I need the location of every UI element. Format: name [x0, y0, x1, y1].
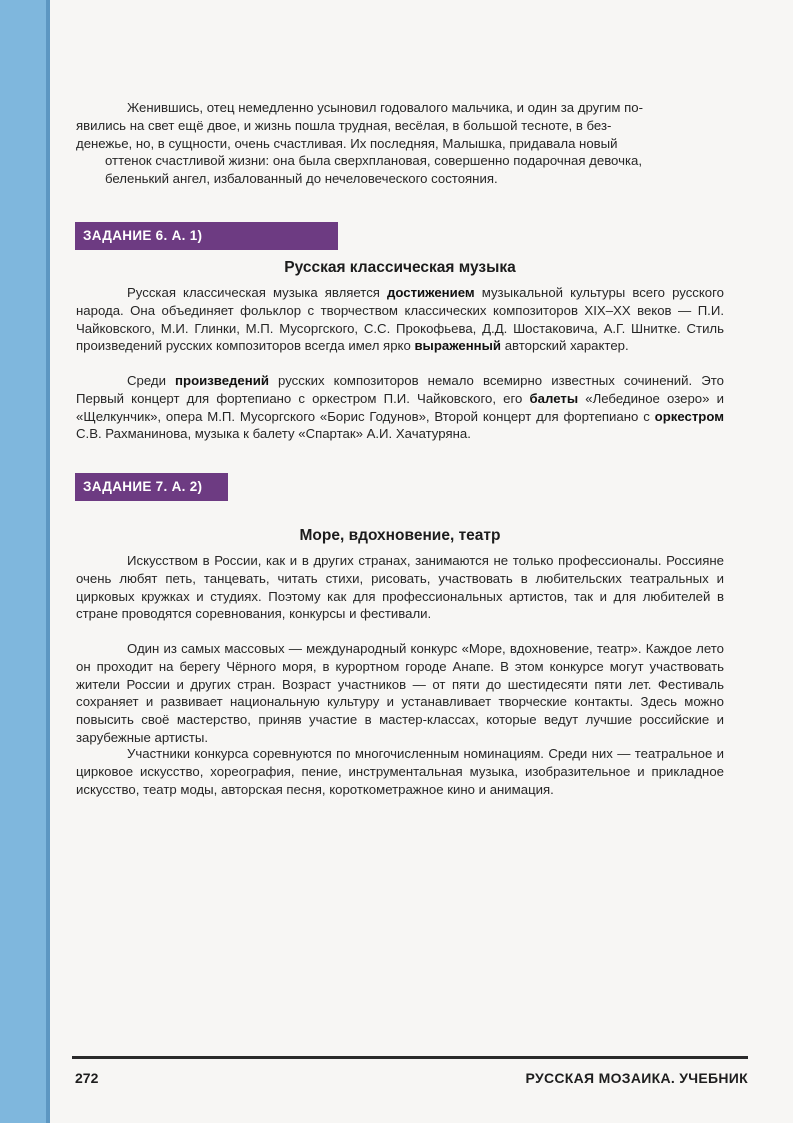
- footer-rule: [72, 1056, 748, 1059]
- task-6-label: ЗАДАНИЕ 6. А. 1): [83, 228, 203, 243]
- bold-word: произведений: [175, 373, 269, 388]
- side-color-strip: [0, 0, 50, 1123]
- bold-word: балеты: [529, 390, 579, 406]
- task-7-paragraph-1: Искусством в России, как и в других странах, занимаются не только профессионалы. Россияне очень любят петь, танцевать, читать стихи, рисовать, участвовать в любительских театральных и цирковых кружках и студиях. Поэтому как для профессиональных артистов, так и для любителей в стране проводятся соревнования, конкурсы и фестивали.: [76, 553, 724, 622]
- task-7-title: Море, вдохновение, театр: [299, 527, 501, 544]
- task-6-banner: [75, 222, 338, 250]
- task-7-paragraph-3: Участники конкурса соревнуются по многочисленным номинациям. Среди них — театральное и цирковое искусство, хореография, пение, инструментальная музыка, изобразительное и прикладное искусство, театр моды, авторская песня, короткометражное кино и анимация.: [76, 746, 724, 797]
- intro-line: оттенок счастливой жизни: она была сверхплановая, совершенно подарочная девочка,: [105, 153, 643, 169]
- task-7-banner: [75, 473, 228, 501]
- intro-paragraph: [76, 99, 724, 188]
- intro-line: денежье, но, в сущности, очень счастливая. Их последняя, Малышка, придавала новый: [76, 135, 618, 151]
- bold-word: выраженный: [414, 338, 502, 354]
- task-6-paragraph-2: Среди произведений русских композиторов немало всемирно известных сочинений. Это Первый концерт для фортепиано с оркестром П.И. Чайковского, его балеты «Лебединое озеро» и «Щелкунчик», опера М.П. Мусоргского «Борис Годунов», Второй концерт для фортепиано с оркестром С.В. Рахманинова, музыка к балету «Спартак» А.И. Хачатуряна.: [76, 373, 724, 442]
- task-7-label: ЗАДАНИЕ 7. А. 2): [83, 479, 203, 494]
- bold-word: оркестром: [654, 408, 724, 424]
- task-7-paragraph-2: Один из самых массовых — международный конкурс «Море, вдохновение, театр». Каждое лето он проходит на берегу Чёрного моря, в курортном городе Анапе. В этом конкурсе могут участвовать жители России и других стран. Возраст участников — от пяти до шестидесяти пяти лет. Фестиваль сохраняет и развивает национальную культуру и устанавливает творческие контакты. Здесь можно повысить своё мастерство, приняв участие в мастер-классах, которые ведут лучшие российские и зарубежные артисты.: [76, 641, 724, 745]
- page-number: 272: [75, 1070, 99, 1086]
- intro-line: Женившись, отец немедленно усыновил годовалого мальчика, и один за другим по-: [127, 100, 644, 115]
- task-6-paragraph-1: Русская классическая музыка является достижением музыкальной культуры всего русского народа. Она объединяет фольклор с творчеством классических композиторов XIX–XX веков — П.И. Чайковского, М.И. Глинки, М.П. Мусоргского, С.С. Прокофьева, Д.Д. Шостаковича, А.Г. Шнитке. Стиль произведений русских композиторов всегда имел ярко выраженный авторский характер.: [76, 285, 724, 354]
- intro-line: беленький ангел, избалованный до нечеловеческого состояния.: [105, 171, 498, 187]
- bold-word: достижением: [387, 285, 475, 300]
- task-6-title: Русская классическая музыка: [284, 259, 516, 276]
- intro-line: явились на свет ещё двое, и жизнь пошла трудная, весёлая, в большой тесноте, в без-: [76, 117, 612, 133]
- book-title: РУССКАЯ МОЗАИКА. УЧЕБНИК: [525, 1070, 748, 1086]
